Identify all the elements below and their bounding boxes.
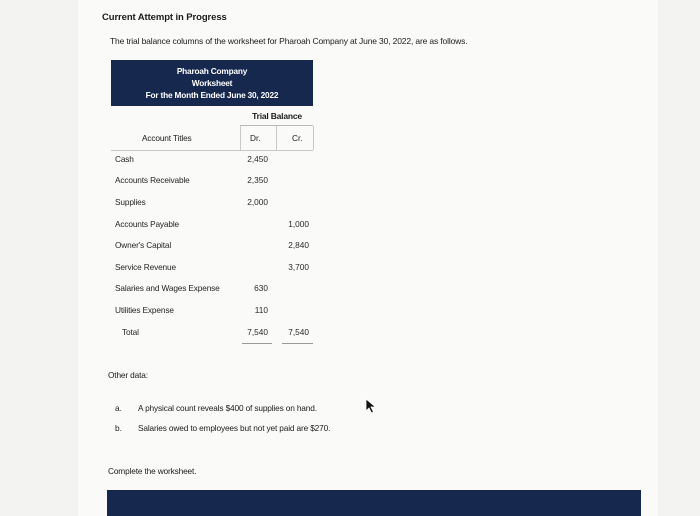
- dr-column-header: Dr.: [250, 133, 261, 143]
- worksheet-answer-header: [107, 490, 641, 516]
- total-label: Total: [122, 327, 139, 337]
- note-text: A physical count reveals $400 of supplies on hand.: [138, 403, 317, 413]
- instruction-text: Complete the worksheet.: [108, 466, 197, 476]
- account-title: Utilities Expense: [115, 305, 174, 315]
- dr-amount: 630: [254, 283, 268, 293]
- attempt-status: Current Attempt in Progress: [102, 12, 227, 23]
- mouse-pointer-icon: [365, 398, 379, 414]
- note-marker: b.: [115, 423, 122, 433]
- worksheet-period: For the Month Ended June 30, 2022: [145, 90, 279, 100]
- dr-total-underline: [242, 343, 272, 344]
- cr-total-underline: [282, 343, 313, 344]
- other-data-label: Other data:: [108, 370, 148, 380]
- dr-column-border: [240, 126, 241, 150]
- cr-total: 7,540: [288, 327, 309, 337]
- account-title: Accounts Receivable: [115, 175, 190, 185]
- account-titles-header: Account Titles: [142, 133, 192, 143]
- trial-balance-header: Trial Balance: [252, 111, 302, 121]
- account-title: Accounts Payable: [115, 219, 180, 229]
- worksheet-header: [111, 60, 313, 106]
- cr-amount: 2,840: [288, 240, 309, 250]
- cr-column-header: Cr.: [292, 133, 303, 143]
- account-title: Service Revenue: [115, 262, 176, 272]
- dr-amount: 2,350: [247, 175, 268, 185]
- dr-amount: 2,450: [247, 154, 268, 164]
- note-text: Salaries owed to employees but not yet paid are $270.: [138, 423, 331, 433]
- right-column-border: [313, 126, 314, 150]
- account-title: Salaries and Wages Expense: [115, 283, 220, 293]
- problem-intro: The trial balance columns of the worksheet for Pharoah Company at June 30, 2022, are as follows.: [110, 36, 468, 46]
- dr-amount: 110: [254, 305, 268, 315]
- dr-total: 7,540: [247, 327, 268, 337]
- dr-amount: 2,000: [247, 197, 268, 207]
- account-title: Cash: [115, 154, 134, 164]
- account-title: Supplies: [115, 197, 146, 207]
- note-marker: a.: [115, 403, 122, 413]
- worksheet-title: Worksheet: [191, 78, 233, 88]
- company-name: Pharoah Company: [176, 66, 248, 76]
- cr-amount: 3,700: [288, 262, 309, 272]
- cr-amount: 1,000: [288, 219, 309, 229]
- cr-column-border: [276, 126, 277, 150]
- account-title: Owner's Capital: [115, 240, 172, 250]
- header-divider: [111, 150, 313, 151]
